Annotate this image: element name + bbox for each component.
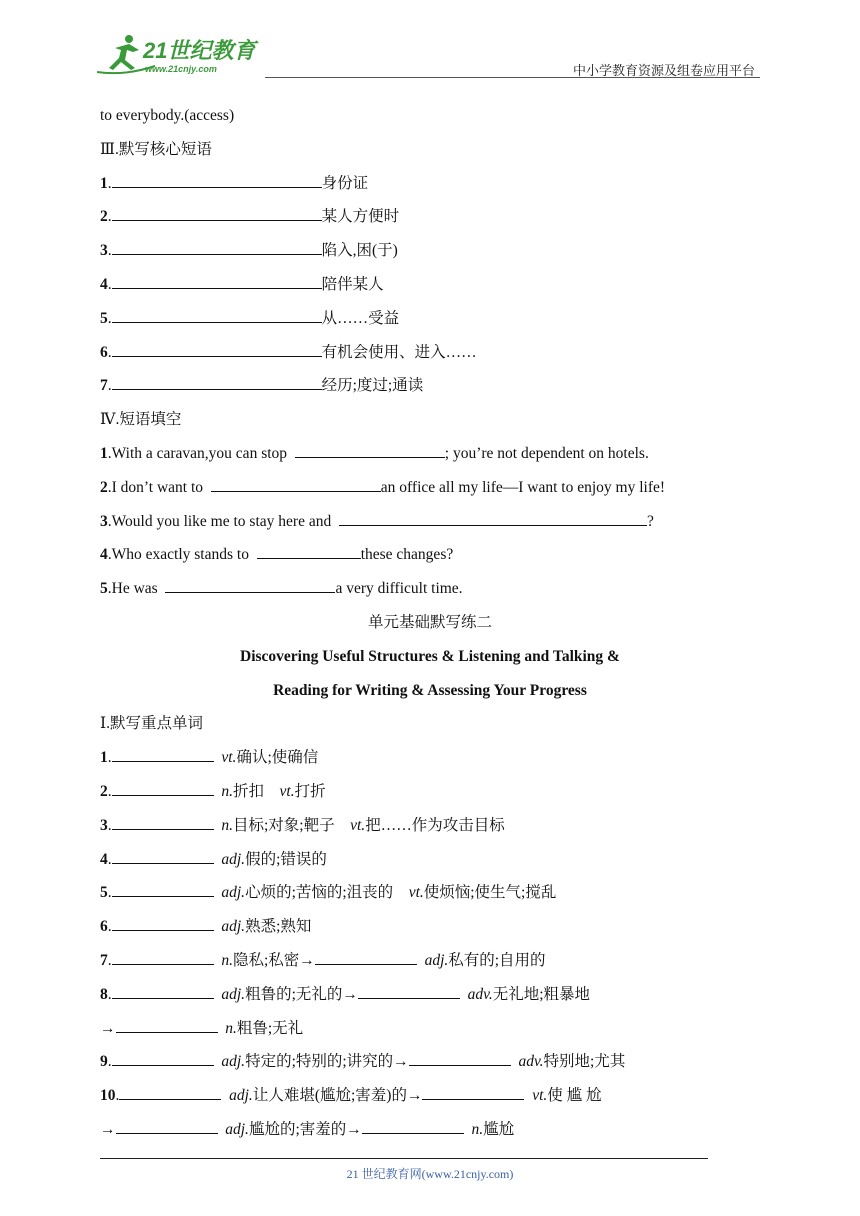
answer-blank[interactable]	[112, 238, 322, 255]
word-item-10: 10. adj.让人难堪(尴尬;害羞)的→ vt.使 尴 尬	[100, 1082, 760, 1116]
answer-blank[interactable]	[112, 779, 214, 796]
phrase-item-1: 1. 身份证	[100, 170, 760, 204]
answer-blank[interactable]	[339, 509, 647, 526]
phrase-item-3: 3. 陷入,困(于)	[100, 237, 760, 271]
answer-blank[interactable]	[112, 948, 214, 965]
logo-url: www.21cnjy.com	[145, 64, 217, 74]
unit-title: 单元基础默写练二	[367, 613, 492, 631]
word-item-2: 2. n.折扣 vt.打折	[100, 778, 760, 812]
worksheet-body	[100, 102, 760, 1150]
word-item-3: 3. n.目标;对象;靶子 vt.把……作为攻击目标	[100, 812, 760, 846]
answer-blank[interactable]	[112, 745, 214, 762]
logo-text: 21世纪教育	[143, 38, 256, 63]
word-item-8: 8. adj.粗鲁的;无礼的→ adv.无礼地;粗暴地	[100, 981, 760, 1015]
fill-item-1: 1.With a caravan,you can stop ; you’re not dependent on hotels.	[100, 440, 760, 474]
phrase-item-4: 4. 陪伴某人	[100, 271, 760, 305]
answer-blank[interactable]	[295, 441, 445, 458]
answer-blank[interactable]	[112, 880, 214, 897]
word-item-4: 4. adj.假的;错误的	[100, 846, 760, 880]
answer-blank[interactable]	[112, 914, 214, 931]
phrase-item-5: 5. 从……受益	[100, 305, 760, 339]
fill-item-4: 4.Who exactly stands to these changes?	[100, 541, 760, 575]
answer-blank[interactable]	[112, 847, 214, 864]
phrase-item-2: 2. 某人方便时	[100, 203, 760, 237]
answer-blank[interactable]	[409, 1049, 511, 1066]
unit-subtitle-1: Discovering Useful Structures & Listening and Talking &	[240, 647, 620, 665]
answer-blank[interactable]	[112, 340, 322, 357]
footer-text[interactable]: 21 世纪教育网(www.21cnjy.com)	[346, 1167, 514, 1181]
answer-blank[interactable]	[422, 1083, 524, 1100]
word-item-10-cont: → adj.尴尬的;害羞的→ n.尴尬	[100, 1116, 760, 1150]
word-item-6: 6. adj.熟悉;熟知	[100, 913, 760, 947]
answer-blank[interactable]	[112, 204, 322, 221]
answer-blank[interactable]	[315, 948, 417, 965]
word-item-7: 7. n.隐私;私密→ adj.私有的;自用的	[100, 947, 760, 981]
logo	[95, 30, 265, 78]
answer-blank[interactable]	[257, 542, 361, 559]
section-4-title: Ⅳ.短语填空	[100, 411, 182, 429]
phrase-item-6: 6. 有机会使用、进入……	[100, 339, 760, 373]
answer-blank[interactable]	[112, 306, 322, 323]
answer-blank[interactable]	[112, 272, 322, 289]
fill-item-3: 3.Would you like me to stay here and ?	[100, 508, 760, 542]
fill-item-2: 2.I don’t want to an office all my life—I want to enjoy my life!	[100, 474, 760, 508]
answer-blank[interactable]	[165, 576, 335, 593]
fill-item-5: 5.He was a very difficult time.	[100, 575, 760, 609]
footer-rule	[100, 1158, 708, 1159]
page-header	[95, 30, 760, 78]
answer-blank[interactable]	[116, 1016, 218, 1033]
answer-blank[interactable]	[112, 813, 214, 830]
phrase-item-7: 7. 经历;度过;通读	[100, 372, 760, 406]
unit-subtitle-2: Reading for Writing & Assessing Your Progress	[273, 681, 587, 699]
answer-blank[interactable]	[112, 982, 214, 999]
answer-blank[interactable]	[112, 373, 322, 390]
answer-blank[interactable]	[116, 1117, 218, 1134]
answer-blank[interactable]	[112, 1049, 214, 1066]
section-3-title: Ⅲ.默写核心短语	[100, 140, 212, 158]
word-item-8-cont: → n.粗鲁;无礼	[100, 1015, 760, 1049]
header-platform-text: 中小学教育资源及组卷应用平台	[572, 63, 755, 78]
answer-blank[interactable]	[358, 982, 460, 999]
answer-blank[interactable]	[362, 1117, 464, 1134]
section-1-title: Ⅰ.默写重点单词	[100, 715, 203, 733]
answer-blank[interactable]	[211, 475, 381, 492]
continued-line: to everybody.(access)	[100, 107, 235, 124]
answer-blank[interactable]	[112, 171, 322, 188]
word-item-1: 1. vt.确认;使确信	[100, 744, 760, 778]
word-item-9: 9. adj.特定的;特别的;讲究的→ adv.特别地;尤其	[100, 1048, 760, 1082]
word-item-5: 5. adj.心烦的;苦恼的;沮丧的 vt.使烦恼;使生气;搅乱	[100, 879, 760, 913]
answer-blank[interactable]	[119, 1083, 221, 1100]
